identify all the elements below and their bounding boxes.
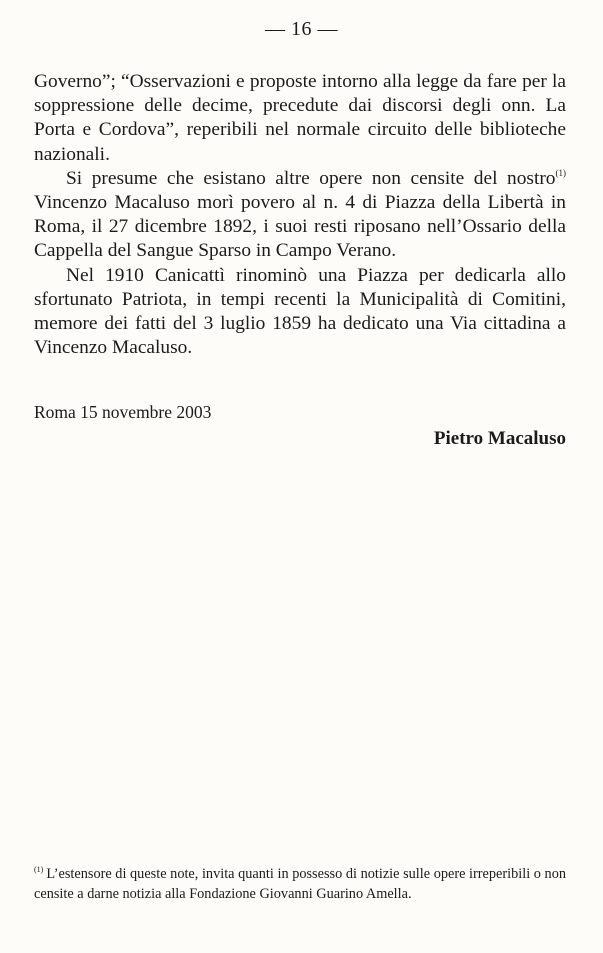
paragraph-1: Governo”; “Osservazioni e proposte intorno alla legge da fare per la soppressione delle decime, precedute dai discorsi degli onn. La Porta e Cordova”, reperibili nel normale circuito delle biblioteche nazionali. — [34, 71, 566, 165]
footnote-reference: (1) — [555, 167, 566, 178]
paragraph-2 — [34, 167, 566, 264]
author-signature: Pietro Macaluso — [433, 428, 566, 449]
paragraph-2-text-start: Si presume che esistano altre opere non censite del nostro — [66, 167, 556, 189]
footnote-text: L’estensore di queste note, invita quanti in possesso di notizie sulle opere irreperibili o non censite a darne notizia alla Fondazione Giovanni Guarino Amella. — [34, 866, 566, 902]
paragraph-3: Nel 1910 Canicattì rinominò una Piazza per dedicarla allo sfortunato Patriota, in tempi recenti la Municipalità di Comitini, memore dei fatti del 3 luglio 1859 ha dedicato una Via cittadina a Vincenzo Macaluso. — [34, 264, 566, 359]
paragraph-2-text-end: Vincenzo Macaluso morì povero al n. 4 di Piazza della Libertà in Roma, il 27 dicembre 1892, i suoi resti riposano nell’Ossario della Cappella del Sangue Sparso in Campo Verano. — [34, 192, 566, 262]
footnote — [34, 864, 566, 904]
footnote-mark: (1) — [34, 865, 44, 874]
page-number: — 16 — — [265, 18, 338, 40]
body-text — [34, 70, 566, 360]
date-line: Roma 15 novembre 2003 — [34, 402, 212, 422]
